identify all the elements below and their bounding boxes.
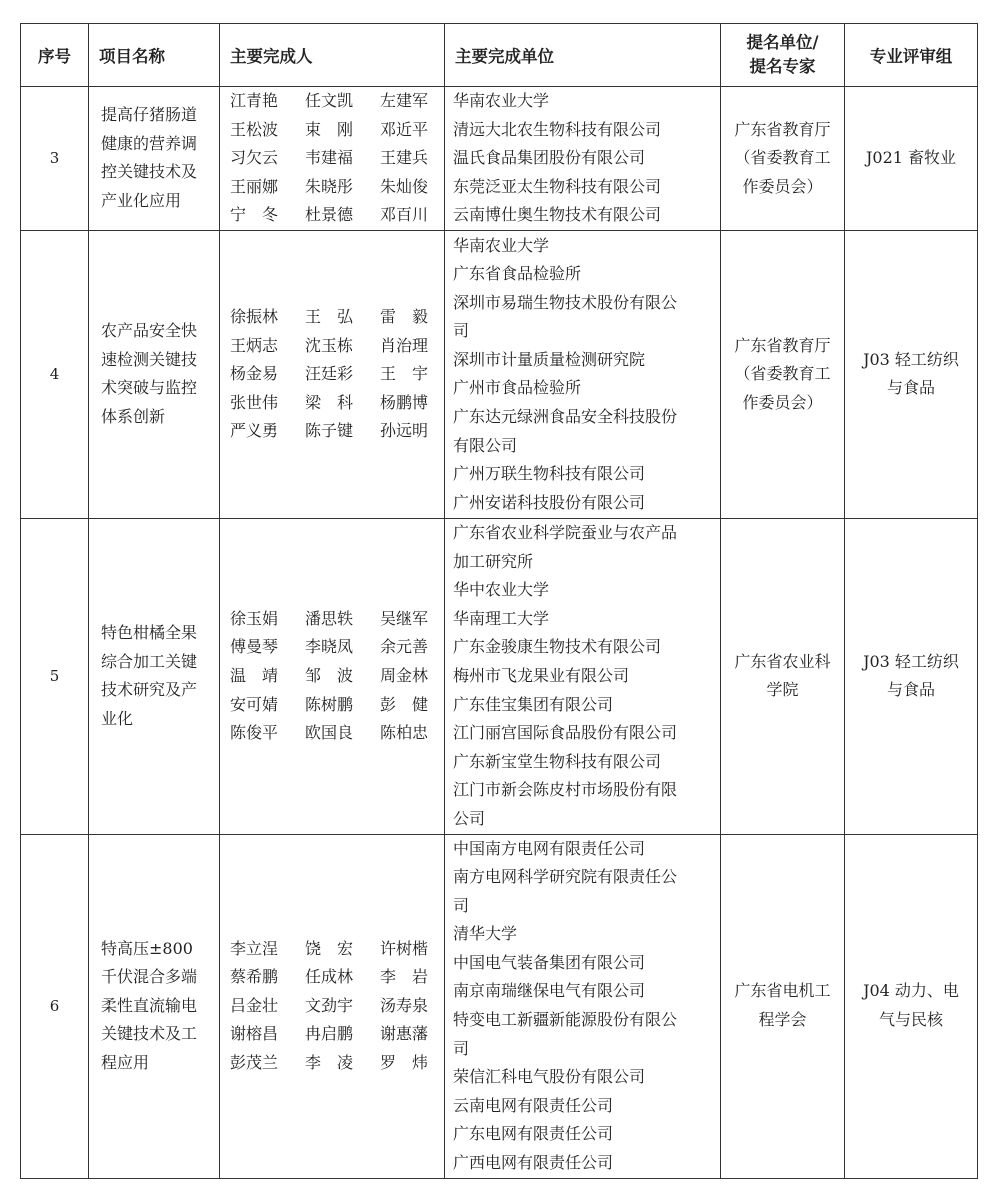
person-name: 许树楷 [380, 938, 429, 958]
main-units-line: 司 [453, 895, 470, 915]
project-name-line: 速检测关键技 [101, 349, 198, 369]
person-name: 安可婧 [230, 694, 279, 714]
main-units-line: 江门市新会陈皮村市场股份有限 [453, 780, 678, 800]
main-units-line: 加工研究所 [453, 551, 534, 571]
main-units-line: 华中农业大学 [453, 580, 550, 600]
project-name-line: 产业化应用 [101, 191, 182, 211]
person-name: 温 靖 [230, 665, 279, 685]
row-number: 4 [21, 230, 89, 518]
person-name: 王炳志 [230, 335, 279, 355]
table-row [21, 834, 978, 1178]
award-table [20, 23, 978, 1179]
row-number: 6 [21, 834, 89, 1178]
persons-line [230, 87, 444, 116]
persons-line [230, 389, 444, 418]
project-name-line: 业化 [101, 708, 134, 728]
review-group [845, 518, 978, 834]
header-units: 主要完成单位 [445, 24, 721, 87]
nominator-line: 广东省电机工 [734, 981, 831, 1001]
person-name: 徐振林 [230, 306, 279, 326]
person-name: 束 刚 [305, 119, 354, 139]
persons-line [230, 719, 444, 748]
person-name: 罗 炜 [380, 1052, 429, 1072]
main-units-line: 特变电工新疆新能源股份有限公 [453, 1010, 678, 1030]
project-name-line: 健康的营养调 [101, 133, 198, 153]
main-persons [220, 834, 445, 1178]
persons-line [230, 605, 444, 634]
person-name: 王松波 [230, 119, 279, 139]
persons-line [230, 992, 444, 1021]
project-name-line: 千伏混合多端 [101, 967, 198, 987]
main-units-line: 司 [453, 321, 470, 341]
person-name: 谢榕昌 [230, 1024, 279, 1044]
person-name: 王丽娜 [230, 176, 279, 196]
review-group-line: 与食品 [886, 680, 935, 700]
person-name: 雷 毅 [380, 306, 429, 326]
persons-line [230, 144, 444, 173]
nominator-line: 学院 [766, 680, 799, 700]
person-name: 江青艳 [230, 91, 279, 110]
project-name-line: 特色柑橘全果 [101, 623, 198, 643]
header-group: 专业评审组 [845, 24, 978, 87]
main-units-line: 广东省农业科学院蚕业与农产品 [453, 522, 678, 542]
person-name: 习欠云 [230, 148, 279, 168]
main-units-line: 深圳市易瑞生物技术股份有限公 [453, 292, 678, 312]
project-name [89, 834, 220, 1178]
person-name: 左建军 [380, 91, 429, 110]
row-number: 5 [21, 518, 89, 834]
header-project: 项目名称 [89, 24, 220, 87]
review-group-line: J04 动力、电 [863, 981, 959, 1001]
nominator-line: （省委教育工 [734, 148, 831, 168]
person-name: 欧国良 [305, 723, 354, 743]
person-name: 宁 冬 [230, 205, 279, 225]
main-units-line: 有限公司 [453, 435, 518, 455]
person-name: 张世伟 [230, 392, 279, 412]
project-name-line: 程应用 [101, 1052, 150, 1072]
persons-line [230, 303, 444, 332]
person-name: 陈子键 [305, 421, 354, 441]
persons-line [230, 201, 444, 230]
person-name: 杨鹏博 [380, 392, 429, 412]
person-name: 吴继军 [380, 608, 429, 628]
person-name: 陈俊平 [230, 723, 279, 743]
person-name: 周金林 [380, 665, 429, 685]
main-units-line: 梅州市飞龙果业有限公司 [453, 665, 630, 685]
review-group-line: 与食品 [886, 378, 935, 398]
person-name: 彭茂兰 [230, 1052, 279, 1072]
nominator-line: 广东省教育厅 [734, 119, 831, 139]
person-name: 陈柏忠 [380, 723, 429, 743]
person-name: 孙远明 [380, 421, 429, 441]
person-name: 朱晓彤 [305, 176, 354, 196]
table-row [21, 230, 978, 518]
person-name: 韦建福 [305, 148, 354, 168]
main-units-line: 中国南方电网有限责任公司 [453, 838, 646, 858]
person-name: 李立浧 [230, 938, 279, 958]
persons-line [230, 1020, 444, 1049]
table-body [21, 87, 978, 1179]
main-units-line: 华南理工大学 [453, 608, 550, 628]
persons-line [230, 1049, 444, 1078]
person-name: 谢惠藩 [380, 1024, 429, 1044]
main-units-line: 温氏食品集团股份有限公司 [453, 148, 646, 168]
review-group-line: J021 畜牧业 [865, 148, 957, 168]
nominator-line: 程学会 [758, 1010, 807, 1030]
person-name: 王 宇 [380, 364, 429, 384]
person-name: 任文凯 [305, 91, 354, 110]
person-name: 李 凌 [305, 1052, 354, 1072]
main-units-line: 广东佳宝集团有限公司 [453, 694, 614, 714]
persons-line [230, 633, 444, 662]
main-units-line: 清远大北农生物科技有限公司 [453, 119, 662, 139]
nominator-line: 作委员会） [742, 392, 823, 412]
person-name: 朱灿俊 [380, 176, 429, 196]
main-units-line: 公司 [453, 808, 486, 828]
person-name: 王建兵 [380, 148, 429, 168]
review-group [845, 87, 978, 231]
persons-line [230, 417, 444, 446]
main-persons [220, 518, 445, 834]
review-group [845, 834, 978, 1178]
main-persons [220, 87, 445, 231]
person-name: 李 岩 [380, 967, 429, 987]
main-units-line: 南京南瑞继保电气有限公司 [453, 981, 646, 1001]
project-name-line: 综合加工关键 [101, 651, 198, 671]
person-name: 潘思轶 [305, 608, 354, 628]
review-group [845, 230, 978, 518]
main-units-line: 清华大学 [453, 924, 518, 944]
person-name: 余元善 [380, 637, 429, 657]
main-persons [220, 230, 445, 518]
main-units [445, 518, 721, 834]
project-name [89, 230, 220, 518]
person-name: 饶 宏 [305, 938, 354, 958]
project-name-line: 体系创新 [101, 407, 166, 427]
project-name-line: 农产品安全快 [101, 321, 198, 341]
nominator-line: 广东省农业科 [734, 651, 831, 671]
person-name: 梁 科 [305, 392, 354, 412]
person-name: 汪廷彩 [305, 364, 354, 384]
header-persons: 主要完成人 [220, 24, 445, 87]
persons-line [230, 173, 444, 202]
main-units-line: 东莞泛亚太生物科技有限公司 [453, 176, 662, 196]
project-name-line: 柔性直流输电 [101, 995, 198, 1015]
header-no: 序号 [21, 24, 89, 87]
person-name: 肖治理 [380, 335, 429, 355]
person-name: 杨金易 [230, 364, 279, 384]
main-units-line: 江门丽宫国际食品股份有限公司 [453, 723, 678, 743]
main-units-line: 广州安诺科技股份有限公司 [453, 492, 646, 512]
nominator-line: （省委教育工 [734, 364, 831, 384]
person-name: 文劲宇 [305, 995, 354, 1015]
nominator-line: 广东省教育厅 [734, 335, 831, 355]
review-group-line: 气与民核 [878, 1010, 943, 1030]
table-row [21, 87, 978, 231]
main-units [445, 230, 721, 518]
person-name: 邓百川 [380, 205, 429, 225]
person-name: 吕金壮 [230, 995, 279, 1015]
nominator [721, 87, 845, 231]
project-name [89, 518, 220, 834]
header-nominator: 提名单位/ 提名专家 [721, 24, 845, 87]
person-name: 邓近平 [380, 119, 429, 139]
project-name-line: 特高压±800 [101, 938, 193, 958]
review-group-line: J03 轻工纺织 [863, 651, 959, 671]
project-name-line: 技术研究及产 [101, 680, 198, 700]
main-units-line: 广州市食品检验所 [453, 378, 582, 398]
persons-line [230, 360, 444, 389]
review-group-line: J03 轻工纺织 [863, 349, 959, 369]
project-name-line: 提高仔猪肠道 [101, 105, 198, 125]
person-name: 陈树鹏 [305, 694, 354, 714]
main-units-line: 广西电网有限责任公司 [453, 1153, 614, 1173]
main-units-line: 广州万联生物科技有限公司 [453, 464, 646, 484]
person-name: 邹 波 [305, 665, 354, 685]
persons-line [230, 935, 444, 964]
header-row [21, 24, 978, 87]
nominator [721, 230, 845, 518]
main-units-line: 中国电气装备集团有限公司 [453, 952, 646, 972]
person-name: 冉启鹏 [305, 1024, 354, 1044]
table-row [21, 518, 978, 834]
person-name: 杜景德 [305, 205, 354, 225]
person-name: 汤寿泉 [380, 995, 429, 1015]
main-units-line: 广东达元绿洲食品安全科技股份 [453, 407, 678, 427]
main-units-line: 荣信汇科电气股份有限公司 [453, 1067, 646, 1087]
main-units-line: 广东新宝堂生物科技有限公司 [453, 751, 662, 771]
persons-line [230, 662, 444, 691]
persons-line [230, 963, 444, 992]
main-units-line: 华南农业大学 [453, 235, 550, 255]
person-name: 彭 健 [380, 694, 429, 714]
person-name: 王 弘 [305, 306, 354, 326]
row-number: 3 [21, 87, 89, 231]
nominator-line: 作委员会） [742, 176, 823, 196]
person-name: 李晓凤 [305, 637, 354, 657]
project-name-line: 控关键技术及 [101, 162, 198, 182]
persons-line [230, 691, 444, 720]
main-units [445, 834, 721, 1178]
person-name: 严义勇 [230, 421, 279, 441]
main-units-line: 云南博仕奥生物技术有限公司 [453, 205, 662, 225]
main-units-line: 华南农业大学 [453, 91, 550, 110]
main-units [445, 87, 721, 231]
person-name: 沈玉栋 [305, 335, 354, 355]
persons-line [230, 332, 444, 361]
main-units-line: 司 [453, 1038, 470, 1058]
main-units-line: 广东金骏康生物技术有限公司 [453, 637, 662, 657]
nominator [721, 834, 845, 1178]
persons-line [230, 116, 444, 145]
nominator [721, 518, 845, 834]
main-units-line: 云南电网有限责任公司 [453, 1095, 614, 1115]
person-name: 任成林 [305, 967, 354, 987]
project-name [89, 87, 220, 231]
main-units-line: 广东省食品检验所 [453, 264, 582, 284]
main-units-line: 深圳市计量质量检测研究院 [453, 349, 646, 369]
project-name-line: 关键技术及工 [101, 1024, 198, 1044]
main-units-line: 南方电网科学研究院有限责任公 [453, 867, 678, 887]
document [20, 23, 977, 1179]
person-name: 蔡希鹏 [230, 967, 279, 987]
person-name: 傅曼琴 [230, 637, 279, 657]
person-name: 徐玉娟 [230, 608, 279, 628]
main-units-line: 广东电网有限责任公司 [453, 1124, 614, 1144]
project-name-line: 术突破与监控 [101, 378, 198, 398]
